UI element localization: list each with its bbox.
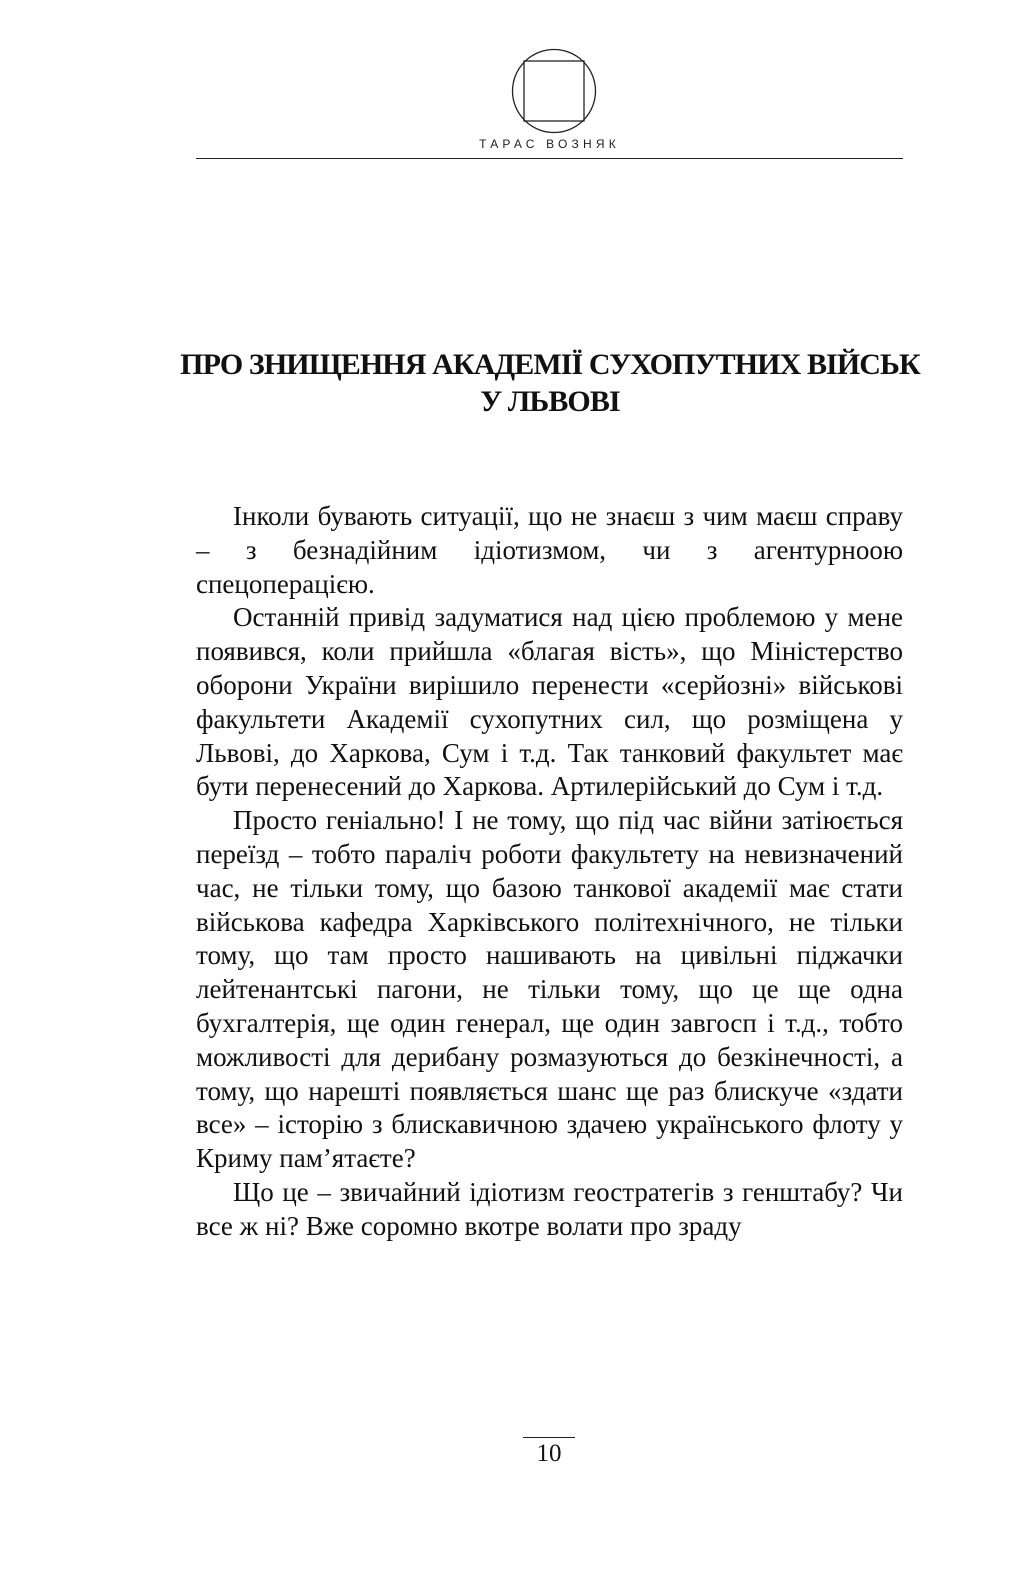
page-number: 10 xyxy=(536,1440,562,1467)
article-title-line: ПРО ЗНИЩЕННЯ АКАДЕМІЇ СУХОПУТНИХ ВІЙСЬК xyxy=(180,348,920,381)
article-body xyxy=(196,500,903,1244)
body-paragraph: Що це – звичайний ідіотизм геостратегів з генштабу? Чи все ж ні? Вже соромно вкотре волати про зраду xyxy=(196,1176,903,1241)
header-divider xyxy=(196,158,903,159)
running-head-author: ТАРАС ВОЗНЯК xyxy=(479,137,620,151)
body-paragraph: Просто геніально! І не тому, що під час війни затіюється переїзд – тобто параліч роботи факультету на невизначений час, не тільки тому, що базою танкової академії має стати військова кафедра Харківського політехнічного, не тільки тому, що там просто нашивають на цивільні піджачки лейтенантські пагони, не тільки тому, що це ще одна бухгалтерія, ще один генерал, ще один завгосп і т.д., тобто можливості для дерибану розмазуються до безкінечності, а тому, що нарешті появляється шанс ще раз блискуче «здати все» – історію з блискавичною здачею українського флоту у Криму пам’ятаєте? xyxy=(196,805,903,1174)
body-paragraph: Інколи бувають ситуації, що не знаєш з чим маєш справу – з безнадійним ідіотизмом, чи з агентурноою спецоперацією. xyxy=(196,501,903,599)
body-paragraph: Останній привід задуматися над цією проблемою у мене появився, коли прийшла «благая вість», що Міністерство оборони України вирішило перенести «серйозні» військові факультети Академії сухопутних сил, що розміщена у Львові, до Харкова, Сум і т.д. Так танковий факультет має бути перенесений до Харкова. Артилерійський до Сум і т.д. xyxy=(196,602,903,802)
article-title xyxy=(150,346,950,420)
article-title-line: У ЛЬВОВІ xyxy=(480,385,620,418)
circle-square-emblem-icon xyxy=(511,48,597,134)
page-number-rule xyxy=(523,1437,575,1438)
